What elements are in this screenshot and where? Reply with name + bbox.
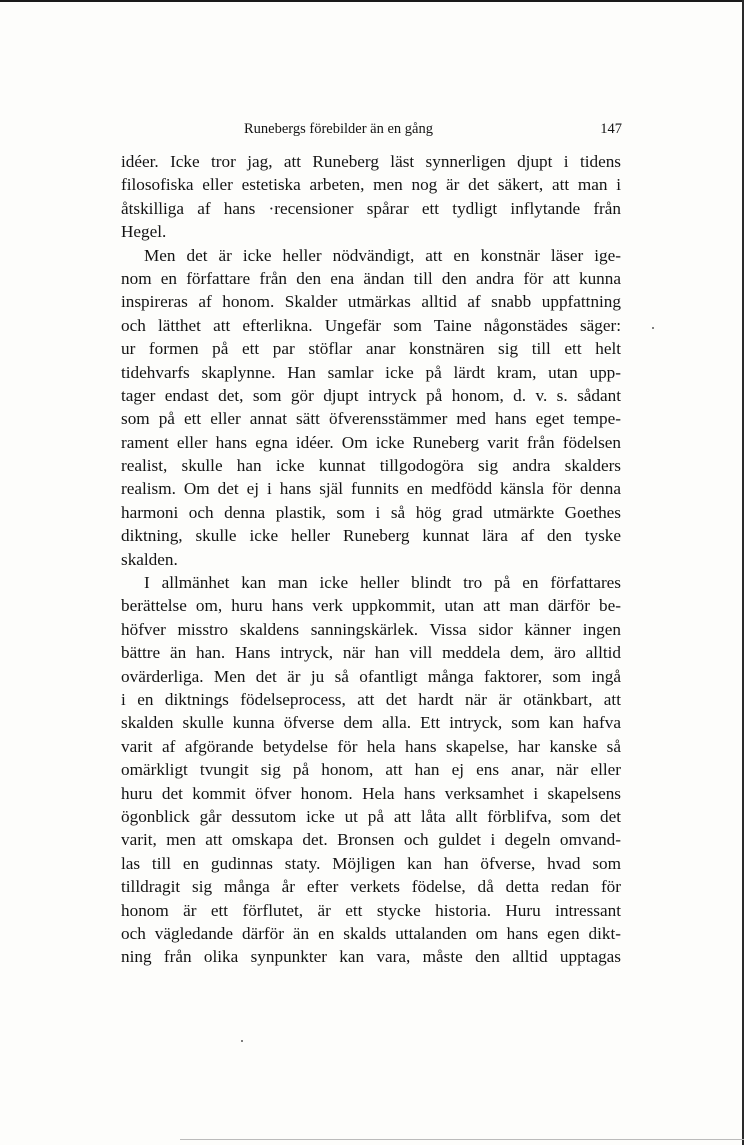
text-line: realism. Om det ej i hans själ funnits en medfödd känsla för denna	[121, 479, 621, 499]
text-line: inspireras af honom. Skalder utmärkas alltid af snabb uppfattning	[121, 292, 621, 312]
text-line: och lätthet att efterlikna. Ungefär som Taine någonstädes säger:	[121, 315, 621, 335]
text-line: realist, skulle han icke kunnat tillgodogöra sig andra skalders	[121, 456, 621, 476]
scan-speck	[241, 1040, 243, 1042]
text-line: bättre än han. Hans intryck, när han vill meddela dem, äro alltid	[121, 643, 621, 663]
scan-bottom-rule	[180, 1139, 744, 1140]
text-line: huru det kommit öfver honom. Hela hans verksamhet i skapelsens	[121, 783, 621, 803]
text-line: omärkligt tvungit sig på honom, att han ej ens anar, när eller	[121, 760, 621, 780]
text-line: ur formen på ett par stöflar anar konstnären sig till ett helt	[121, 339, 621, 359]
text-line: tidehvarfs skaplynne. Han samlar icke på lärdt kram, utan upp-	[121, 362, 621, 382]
text-line: och vägledande därför än en skalds uttalanden om hans egen dikt-	[121, 923, 621, 943]
body-text	[121, 150, 621, 969]
text-line: tilldragit sig många år efter verkets födelse, då detta redan för	[121, 877, 621, 897]
text-line: harmoni och denna plastik, som i så hög grad utmärkte Goethes	[121, 502, 621, 522]
text-line: diktning, skulle icke heller Runeberg kunnat lära af den tyske	[121, 526, 621, 546]
text-line: I allmänhet kan man icke heller blindt tro på en författares	[144, 573, 621, 593]
text-line: varit af afgörande betydelse för hela hans skapelse, har kanske så	[121, 736, 621, 756]
text-line: las till en gudinnas staty. Möjligen kan han öfverse, hvad som	[121, 853, 621, 873]
page-number: 147	[600, 121, 622, 137]
text-line: i en diktnings födelseprocess, att det hardt när är otänkbart, att	[121, 689, 621, 709]
text-line: berättelse om, huru hans verk uppkommit, utan att man därför be-	[121, 596, 621, 616]
text-line: honom är ett förflutet, är ett stycke historia. Huru intressant	[121, 900, 621, 920]
text-line: ovärderliga. Men det är ju så ofantligt många faktorer, som ingå	[121, 666, 621, 686]
text-line: höfver misstro skaldens sanningskärlek. Vissa sidor känner ingen	[121, 619, 621, 639]
page-header	[116, 118, 622, 140]
text-line: rament eller hans egna idéer. Om icke Runeberg varit från födelsen	[121, 432, 621, 452]
text-line: åtskilliga af hans ·recensioner spårar ett tydligt inflytande från	[121, 198, 621, 218]
text-line: Men det är icke heller nödvändigt, att en konstnär läser ige-	[144, 245, 621, 265]
text-line: varit, men att omskapa det. Bronsen och guldet i degeln omvand-	[121, 830, 621, 850]
running-head: Runebergs förebilder än en gång	[244, 121, 433, 137]
text-line: ning från olika synpunkter kan vara, måste den alltid upptagas	[121, 947, 621, 967]
text-line: idéer. Icke tror jag, att Runeberg läst synnerligen djupt i tidens	[121, 152, 621, 171]
text-line: filosofiska eller estetiska arbeten, men nog är det säkert, att man i	[121, 175, 621, 195]
text-line: som på ett eller annat sätt öfverensstämmer med hans eget tempe-	[121, 409, 621, 429]
text-line: nom en författare från den ena ändan till den andra för att kunna	[121, 268, 621, 288]
scan-speck	[652, 327, 654, 329]
text-line: skalden skulle kunna öfverse dem alla. Ett intryck, som kan hafva	[121, 713, 621, 733]
scan-top-border	[0, 0, 744, 2]
text-line: ögonblick går dessutom icke ut på att låta allt förblifva, som det	[121, 806, 621, 826]
text-line: skalden.	[121, 549, 178, 569]
text-line: tager endast det, som gör djupt intryck på honom, d. v. s. sådant	[121, 385, 621, 405]
text-line: Hegel.	[121, 222, 167, 242]
